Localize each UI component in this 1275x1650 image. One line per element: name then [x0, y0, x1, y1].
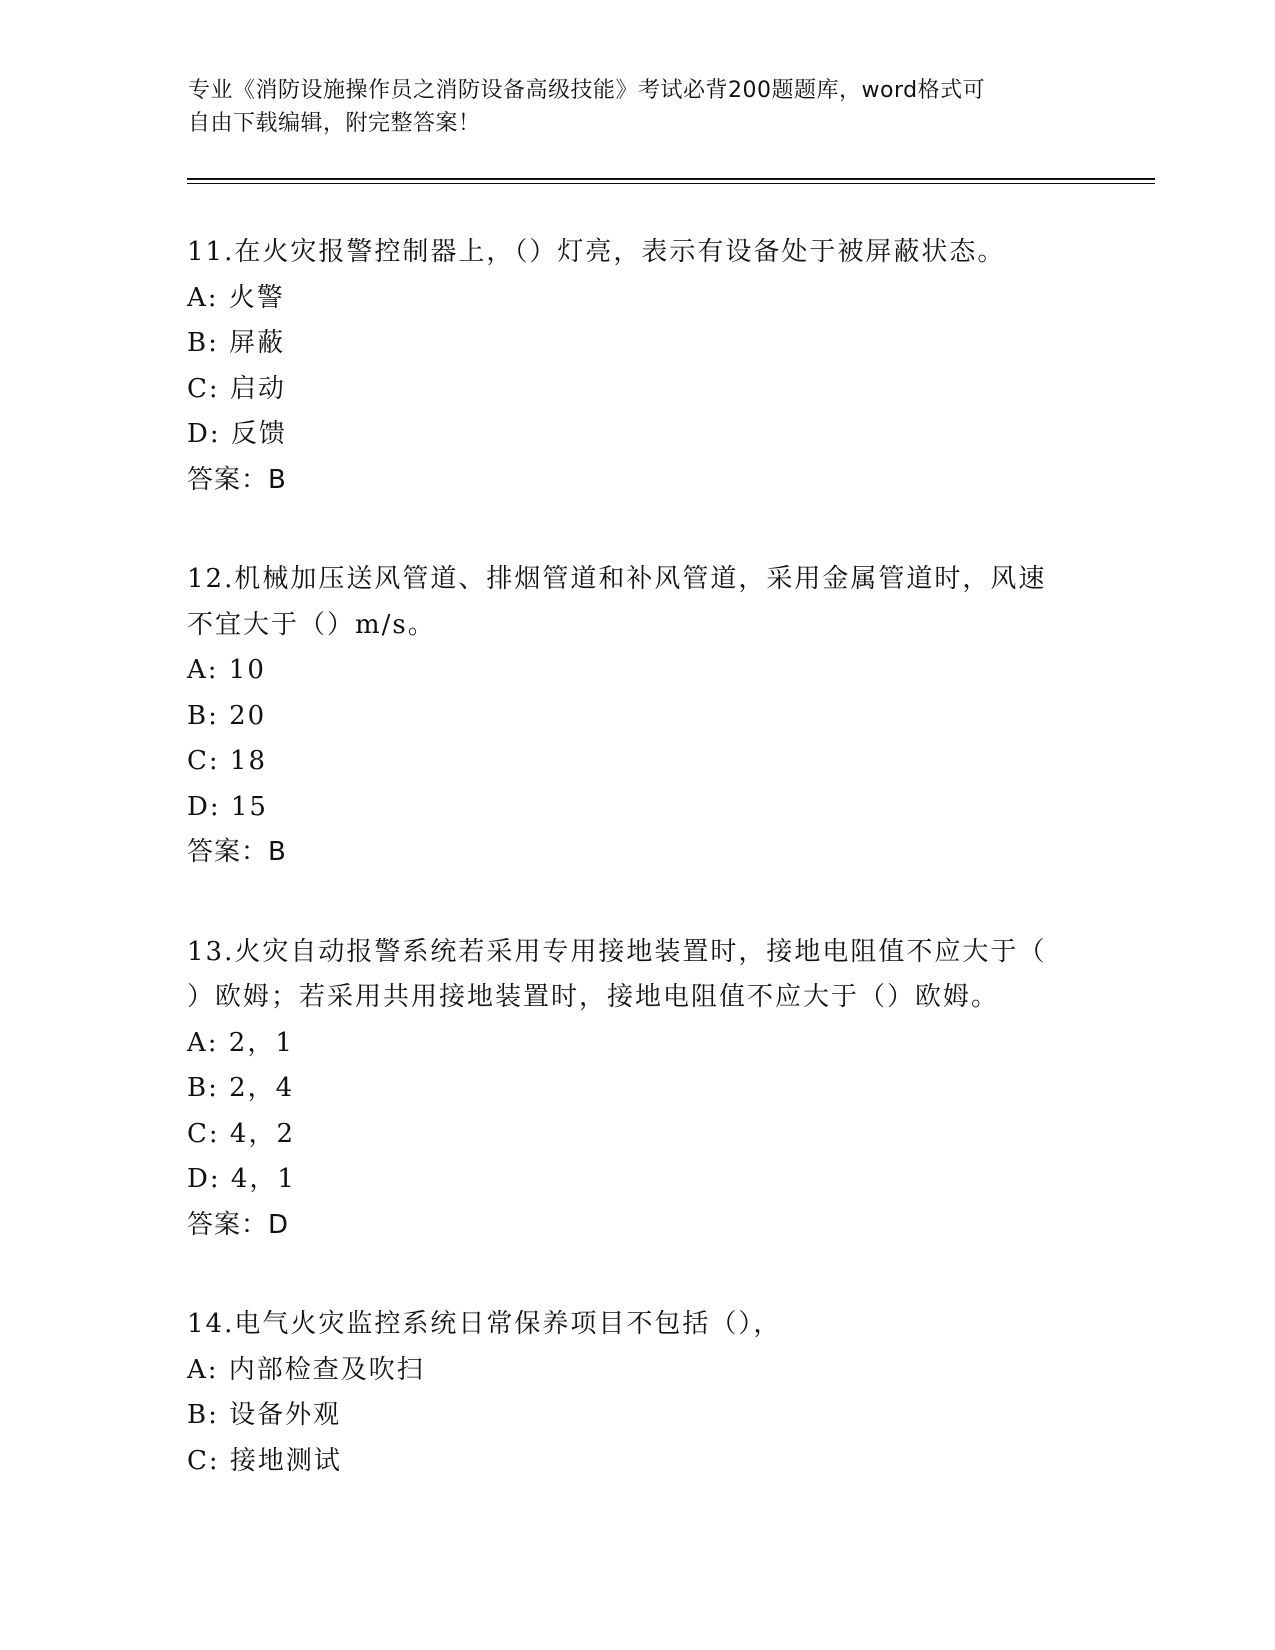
option-d: D: 15	[187, 791, 268, 822]
option-a: A: 2，1	[187, 1027, 294, 1058]
question-stem: 14.电气火灾监控系统日常保养项目不包括（），	[187, 1309, 782, 1339]
option-d: D: 4，1	[187, 1164, 296, 1194]
header-line-1: 专业《消防设施操作员之消防设备高级技能》考试必背200题题库，word格式可	[188, 78, 986, 103]
answer: 答案：B	[187, 464, 287, 495]
option-a: A: 内部检查及吹扫	[187, 1354, 425, 1385]
document-header	[188, 74, 1088, 140]
option-c: C: 接地测试	[187, 1445, 342, 1476]
question-11	[187, 230, 1087, 503]
question-list	[187, 230, 1087, 1538]
question-stem: 11.在火灾报警控制器上，（）灯亮，表示有设备处于被屏蔽状态。	[187, 237, 1006, 267]
option-b: B: 20	[187, 700, 267, 731]
question-stem: 13.火灾自动报警系统若采用专用接地装置时，接地电阻值不应大于（	[187, 936, 1047, 967]
option-d: D: 反馈	[187, 419, 287, 449]
option-a: A: 火警	[187, 282, 285, 313]
question-13	[187, 930, 1087, 1249]
option-a: A: 10	[187, 655, 266, 685]
option-c: C: 18	[187, 746, 268, 776]
question-stem: 12.机械加压送风管道、排烟管道和补风管道，采用金属管道时，风速	[187, 564, 1047, 594]
option-b: B: 设备外观	[187, 1400, 342, 1430]
option-b: B: 屏蔽	[187, 328, 286, 358]
question-stem-continued: ）欧姆；若采用共用接地装置时，接地电阻值不应大于（）欧姆。	[187, 982, 1000, 1012]
answer: 答案：D	[187, 1209, 290, 1240]
header-divider	[187, 178, 1155, 184]
option-b: B: 2，4	[187, 1073, 295, 1103]
question-12	[187, 557, 1087, 876]
option-c: C: 4，2	[187, 1118, 296, 1149]
answer: 答案：B	[187, 837, 287, 867]
question-14	[187, 1302, 1087, 1484]
option-c: C: 启动	[187, 373, 286, 404]
question-stem-continued: 不宜大于（）m/s。	[187, 609, 436, 640]
header-line-2: 自由下载编辑，附完整答案！	[188, 111, 481, 136]
